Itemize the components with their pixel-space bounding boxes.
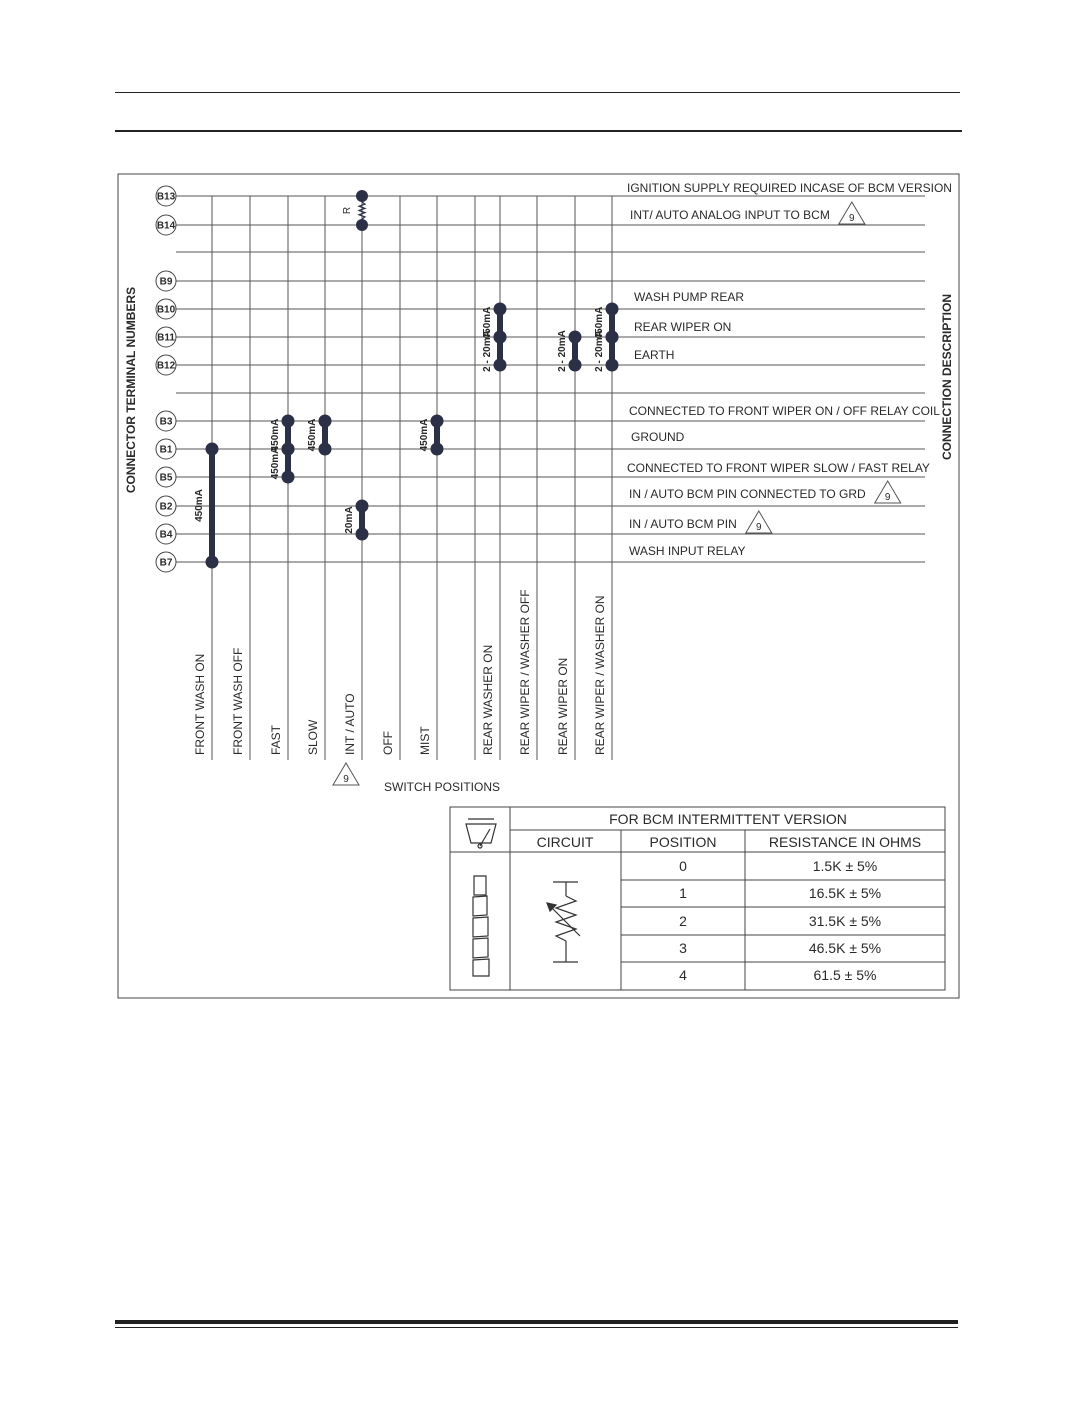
note-number: 9 <box>884 492 891 503</box>
connection-description: REAR WIPER ON <box>634 320 732 334</box>
contact-node <box>356 528 369 541</box>
connection-description: INT/ AUTO ANALOG INPUT TO BCM <box>630 208 830 222</box>
switch-position-label: REAR WASHER ON <box>481 644 495 755</box>
connector-terminal-numbers-title: CONNECTOR TERMINAL NUMBERS <box>124 286 138 494</box>
connection-description: GROUND <box>631 430 685 444</box>
switch-position-label: REAR WIPER / WASHER ON <box>593 595 607 755</box>
contact-current-label: 2 - 20mA <box>594 330 605 372</box>
contact-current-label: 450mA <box>194 489 205 522</box>
table-header-circuit: CIRCUIT <box>536 834 594 850</box>
switch-position-label: INT / AUTO <box>343 693 357 755</box>
contact-node <box>282 443 295 456</box>
connection-description: IN / AUTO BCM PIN CONNECTED TO GRD <box>629 487 866 501</box>
note-number: 9 <box>849 213 855 224</box>
contact-node <box>206 556 219 569</box>
terminal-label: B10 <box>156 304 176 316</box>
note-number: 9 <box>756 522 762 533</box>
contact-node <box>431 415 444 428</box>
table-cell-resistance: 1.5K ± 5% <box>812 858 878 874</box>
terminal-label: B9 <box>159 276 173 288</box>
switch-position-label: FRONT WASH ON <box>193 653 207 755</box>
table-title: FOR BCM INTERMITTENT VERSION <box>609 811 847 827</box>
switch-position-label: OFF <box>381 731 395 755</box>
contact-node <box>319 443 332 456</box>
contact-node <box>494 331 507 344</box>
table-header-resistance: RESISTANCE IN OHMS <box>768 834 922 850</box>
contact-current-label: 450mA <box>594 306 605 340</box>
connection-description: WASH INPUT RELAY <box>629 544 746 558</box>
bcm-intermittent-table <box>450 807 945 990</box>
potentiometer-symbol <box>547 882 580 962</box>
switch-position-label: FAST <box>269 724 283 755</box>
switch-position-label: REAR WIPER ON <box>556 657 570 755</box>
table-cell-resistance: 31.5K ± 5% <box>808 913 882 929</box>
terminal-label: B1 <box>159 444 173 456</box>
contact-current-label: 2 - 20mA <box>557 330 568 372</box>
switch-positions-note-marker <box>333 763 359 785</box>
terminal-label: B14 <box>156 220 176 232</box>
terminal-label: B13 <box>156 191 176 203</box>
connection-description: CONNECTED TO FRONT WIPER ON / OFF RELAY COIL <box>629 404 940 418</box>
contact-current-label: 450mA <box>307 418 318 452</box>
terminal-label: B12 <box>156 360 176 372</box>
contact-node <box>494 359 507 372</box>
rotary-position-icon <box>473 876 489 976</box>
contact-node <box>431 443 444 456</box>
contact-current-label: 450mA <box>270 418 281 452</box>
contact-current-label: 450mA <box>419 418 430 452</box>
connection-description: IGNITION SUPPLY REQUIRED INCASE OF BCM VERSION <box>627 181 952 195</box>
table-cell-resistance: 61.5 ± 5% <box>813 967 877 983</box>
switch-positions-title: SWITCH POSITIONS <box>384 780 501 794</box>
terminal-label: B7 <box>159 557 173 569</box>
contact-node <box>282 415 295 428</box>
connection-description: IN / AUTO BCM PIN <box>629 517 737 531</box>
contact-node <box>356 500 369 513</box>
contact-node <box>282 471 295 484</box>
contact-node <box>319 415 332 428</box>
diagram-frame <box>118 174 959 998</box>
contact-node <box>569 359 582 372</box>
terminal-label: B3 <box>159 416 173 428</box>
table-cell-position: 0 <box>679 858 687 874</box>
table-cell-position: 2 <box>679 913 687 929</box>
table-cell-resistance: 16.5K ± 5% <box>808 885 882 901</box>
terminal-label: B11 <box>157 332 175 344</box>
table-cell-position: 4 <box>679 967 687 983</box>
table-cell-resistance: 46.5K ± 5% <box>808 940 882 956</box>
wiper-icon <box>466 819 496 848</box>
contact-node <box>606 359 619 372</box>
table-cell-position: 1 <box>679 885 687 901</box>
contact-current-label: 450mA <box>270 446 281 480</box>
switch-position-label: REAR WIPER / WASHER OFF <box>518 589 532 755</box>
contact-current-label: 450mA <box>482 306 493 340</box>
resistor-node <box>356 190 368 202</box>
connection-description: WASH PUMP REAR <box>634 290 745 304</box>
switch-position-label: FRONT WASH OFF <box>231 647 245 755</box>
connection-description: CONNECTED TO FRONT WIPER SLOW / FAST RELAY <box>627 461 930 475</box>
terminal-label: B2 <box>159 501 173 513</box>
contact-current-label: 2 - 20mA <box>482 330 493 372</box>
resistor-label: R <box>342 206 353 215</box>
switch-position-label: MIST <box>418 726 432 755</box>
table-cell-position: 3 <box>679 940 687 956</box>
resistor-node <box>356 219 368 231</box>
switch-position-label: SLOW <box>306 719 320 755</box>
contact-node <box>494 303 507 316</box>
contact-node <box>206 443 219 456</box>
connection-description: EARTH <box>634 348 675 362</box>
contact-node <box>606 331 619 344</box>
contact-current-label: 20mA <box>344 506 355 534</box>
terminal-label: B4 <box>159 529 173 541</box>
table-header-position: POSITION <box>649 834 717 850</box>
contact-node <box>569 331 582 344</box>
connection-description-title: CONNECTION DESCRIPTION <box>940 293 954 461</box>
contact-node <box>606 303 619 316</box>
terminal-label: B5 <box>159 472 173 484</box>
note-number: 9 <box>343 774 349 785</box>
